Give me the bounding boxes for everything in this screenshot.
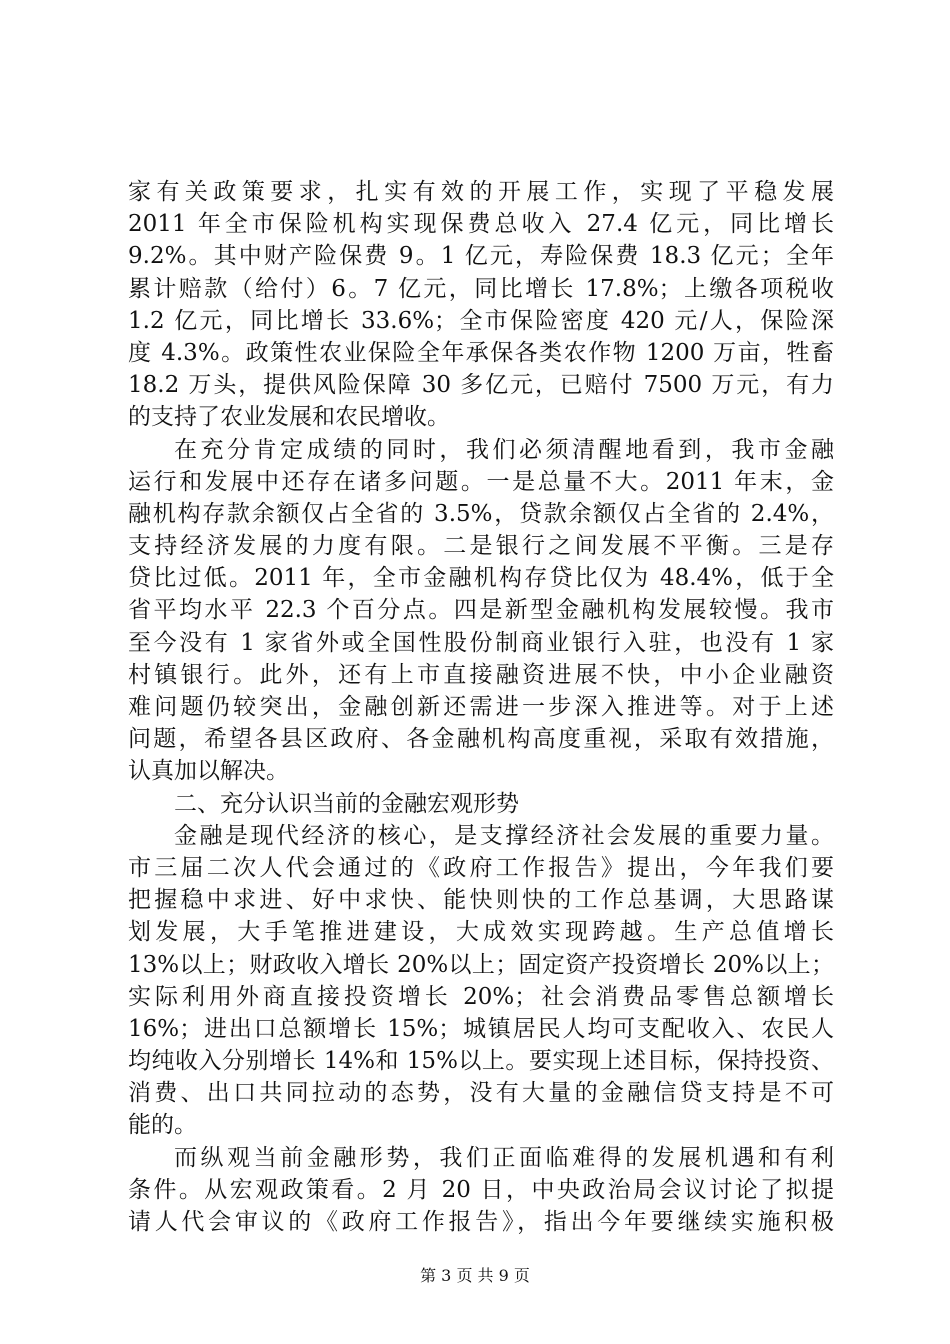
text-line: 问题，希望各县区政府、各金融机构高度重视，采取有效措施， [128,726,834,753]
paragraph [128,434,834,788]
text-line: 家有关政策要求，扎实有效的开展工作，实现了平稳发展 [128,179,834,205]
text-line: 18.2 万头，提供风险保障 30 多亿元，已赔付 7500 万元，有力 [128,372,834,399]
paragraph [128,820,834,1142]
text-line: 省平均水平 22.3 个百分点。四是新型金融机构发展较慢。我市 [128,597,834,624]
text-line: 把握稳中求进、好中求快、能快则快的工作总基调，大思路谋 [128,887,834,914]
text-line: 均纯收入分别增长 14%和 15%以上。要实现上述目标，保持投资、 [128,1048,834,1075]
document-body [128,176,834,1238]
text-line: 实际利用外商直接投资增长 20%；社会消费品零售总额增长 [128,983,834,1010]
text-line: 二、充分认识当前的金融宏观形势 [174,790,519,817]
text-line: 2011 年全市保险机构实现保费总收入 27.4 亿元，同比增长 [128,211,834,238]
text-line: 在充分肯定成绩的同时，我们必须清醒地看到，我市金融 [174,436,834,463]
paragraph [128,1142,834,1239]
paragraph [128,788,834,820]
text-line: 13%以上；财政收入增长 20%以上；固定资产投资增长 20%以上； [128,951,834,978]
text-line: 请人代会审议的《政府工作报告》，指出今年要继续实施积极 [128,1209,834,1235]
text-line: 难问题仍较突出，金融创新还需进一步深入推进等。对于上述 [128,694,834,720]
text-line: 贷比过低。2011 年，全市金融机构存贷比仅为 48.4%，低于全 [128,565,834,592]
text-line: 1.2 亿元，同比增长 33.6%；全市保险密度 420 元/人，保险深 [128,307,834,334]
text-line: 市三届二次人代会通过的《政府工作报告》提出，今年我们要 [128,854,834,881]
text-line: 村镇银行。此外，还有上市直接融资进展不快，中小企业融资 [128,661,834,688]
text-line: 融机构存款余额仅占全省的 3.5%，贷款余额仅占全省的 2.4%， [128,500,834,527]
text-line: 而纵观当前金融形势，我们正面临难得的发展机遇和有利 [174,1144,834,1171]
text-line: 16%；进出口总额增长 15%；城镇居民人均可支配收入、农民人 [128,1015,834,1042]
text-line: 运行和发展中还存在诸多问题。一是总量不大。2011 年末，金 [128,468,834,495]
text-line: 9.2%。其中财产险保费 9。1 亿元，寿险保费 18.3 亿元；全年 [128,243,834,270]
text-line: 划发展，大手笔推进建设，大成效实现跨越。生产总值增长 [128,919,834,946]
text-line: 能的。 [128,1112,197,1139]
text-line: 金融是现代经济的核心，是支撑经济社会发展的重要力量。 [174,822,834,849]
text-line: 条件。从宏观政策看。2 月 20 日，中央政治局会议讨论了拟提 [128,1176,834,1203]
text-line: 至今没有 1 家省外或全国性股份制商业银行入驻，也没有 1 家 [128,629,834,656]
text-line: 消费、出口共同拉动的态势，没有大量的金融信贷支持是不可 [128,1080,834,1107]
text-line: 累计赔款（给付）6。7 亿元，同比增长 17.8%；上缴各项税收 [128,275,834,302]
text-line: 支持经济发展的力度有限。二是银行之间发展不平衡。三是存 [128,533,834,560]
text-line: 的支持了农业发展和农民增收。 [128,404,450,431]
text-line: 度 4.3%。政策性农业保险全年承保各类农作物 1200 万亩，牲畜 [128,339,834,366]
paragraph [128,176,834,434]
page-footer: 第 3 页 共 9 页 [420,1266,530,1285]
text-line: 认真加以解决。 [128,758,289,785]
